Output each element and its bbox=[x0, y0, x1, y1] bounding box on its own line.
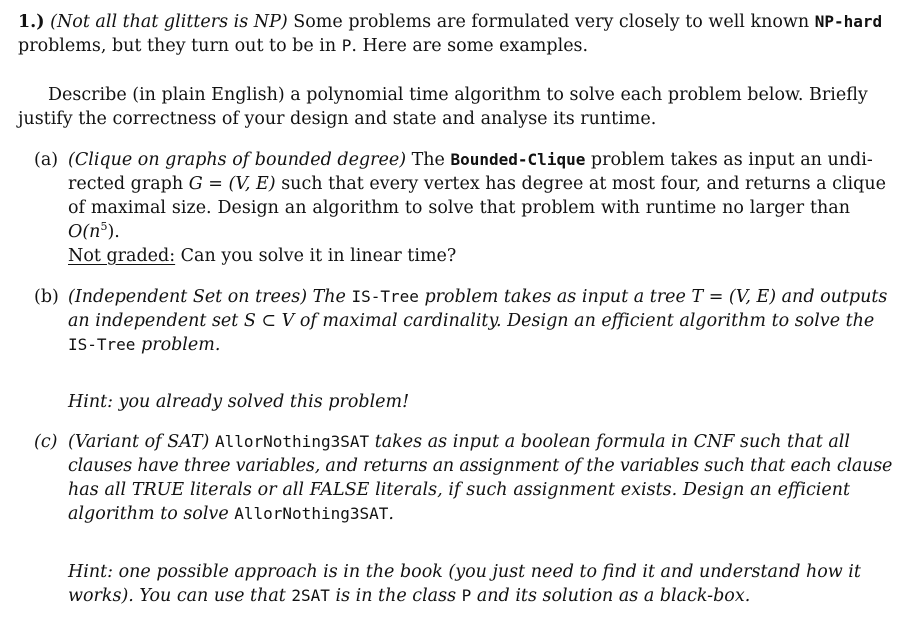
part-c-text-1b: takes as input a boolean formula in CNF such that all bbox=[369, 432, 850, 452]
part-a-line-3 bbox=[68, 196, 850, 220]
part-a-text-1b: The bbox=[406, 150, 451, 170]
part-a-not-graded bbox=[68, 244, 456, 268]
not-graded-text: Can you solve it in linear time? bbox=[175, 246, 457, 266]
part-b-text-3b: problem. bbox=[135, 335, 221, 355]
part-b-line-1 bbox=[68, 285, 888, 309]
intro-line-1 bbox=[18, 10, 882, 34]
intro-text-2a: problems, but they turn out to be in bbox=[18, 36, 342, 56]
np-hard-term: NP-hard bbox=[814, 12, 883, 31]
part-c-line-1 bbox=[68, 430, 850, 454]
part-b-hint-text: Hint: you already solved this problem! bbox=[68, 392, 410, 412]
part-b-line-3 bbox=[68, 333, 220, 357]
part-c-hint-text-2a: works). You can use that bbox=[68, 586, 292, 606]
two-sat-term: 2SAT bbox=[291, 586, 330, 605]
part-c-text-4a: algorithm to solve bbox=[68, 504, 235, 524]
part-c-line-4 bbox=[68, 502, 394, 526]
part-a-title: (Clique on graphs of bounded degree) bbox=[68, 150, 407, 170]
part-c-line-3 bbox=[68, 478, 850, 502]
part-b-hint bbox=[68, 390, 409, 414]
part-c-hint-line-1 bbox=[68, 560, 861, 584]
instructions-text-1: Describe (in plain English) a polynomial time algorithm to solve each problem below. Briefly bbox=[48, 85, 868, 105]
part-c-hint-line-2 bbox=[68, 584, 750, 608]
is-tree-term-2: IS-Tree bbox=[68, 335, 136, 354]
graph-math: G = (V, E) bbox=[188, 174, 276, 194]
instructions-line-2 bbox=[18, 107, 656, 131]
part-b-line-2 bbox=[68, 309, 875, 333]
runtime-math-end: ). bbox=[107, 222, 120, 242]
part-a-text-3: of maximal size. Design an algorithm to solve that problem with runtime no larger than bbox=[68, 198, 850, 218]
part-b-label: (b) bbox=[34, 287, 59, 307]
part-c-text-3: has all TRUE literals or all FALSE literals, if such assignment exists. Design an efficient bbox=[68, 480, 850, 500]
allornothing-term-2: AllorNothing3SAT bbox=[234, 504, 389, 523]
allornothing-term: AllorNothing3SAT bbox=[214, 432, 370, 451]
part-a-line-1 bbox=[68, 148, 873, 172]
question-number: 1.) bbox=[18, 12, 45, 32]
class-p-term: P bbox=[341, 36, 352, 55]
part-b-text-1a: (Independent Set on trees) The bbox=[68, 287, 352, 307]
intro-text-2b: . Here are some examples. bbox=[351, 36, 589, 56]
part-a-text-1c: problem takes as input an undi- bbox=[585, 150, 873, 170]
part-c-text-4b: . bbox=[388, 504, 394, 524]
part-c-line-2 bbox=[68, 454, 893, 478]
is-tree-term: IS-Tree bbox=[351, 287, 419, 306]
class-p-term-2: P bbox=[461, 586, 472, 605]
part-a-line-4 bbox=[68, 220, 120, 244]
part-c-label: (c) bbox=[34, 432, 58, 452]
part-c-hint-text-2b: is in the class bbox=[329, 586, 462, 606]
part-c-text-1a: (Variant of SAT) bbox=[68, 432, 215, 452]
part-a-text-2a: rected graph bbox=[68, 174, 189, 194]
intro-text-1: Some problems are formulated very closely to well known bbox=[287, 12, 815, 32]
instructions-text-2: justify the correctness of your design and state and analyse its runtime. bbox=[18, 109, 657, 129]
runtime-exponent: 5 bbox=[100, 220, 108, 234]
part-a-label: (a) bbox=[34, 150, 59, 170]
part-b-text-2: an independent set S ⊂ V of maximal cardinality. Design an efficient algorithm to solve the bbox=[68, 311, 875, 331]
part-c-hint-text-1: Hint: one possible approach is in the book (you just need to find it and understand how it bbox=[68, 562, 861, 582]
part-a-line-2 bbox=[68, 172, 886, 196]
question-title: (Not all that glitters is NP) bbox=[50, 12, 288, 32]
not-graded-label: Not graded: bbox=[68, 246, 176, 266]
intro-line-2 bbox=[18, 34, 588, 58]
part-c-text-2: clauses have three variables, and returns an assignment of the variables such that each clause bbox=[68, 456, 893, 476]
part-c-hint-text-2c: and its solution as a black-box. bbox=[471, 586, 751, 606]
bounded-clique-term: Bounded-Clique bbox=[450, 150, 586, 169]
part-b-text-1b: problem takes as input a tree T = (V, E) and outputs bbox=[418, 287, 888, 307]
part-a-text-2b: such that every vertex has degree at most four, and returns a clique bbox=[275, 174, 886, 194]
runtime-math: O(n bbox=[68, 222, 101, 242]
instructions-line-1 bbox=[48, 83, 868, 107]
